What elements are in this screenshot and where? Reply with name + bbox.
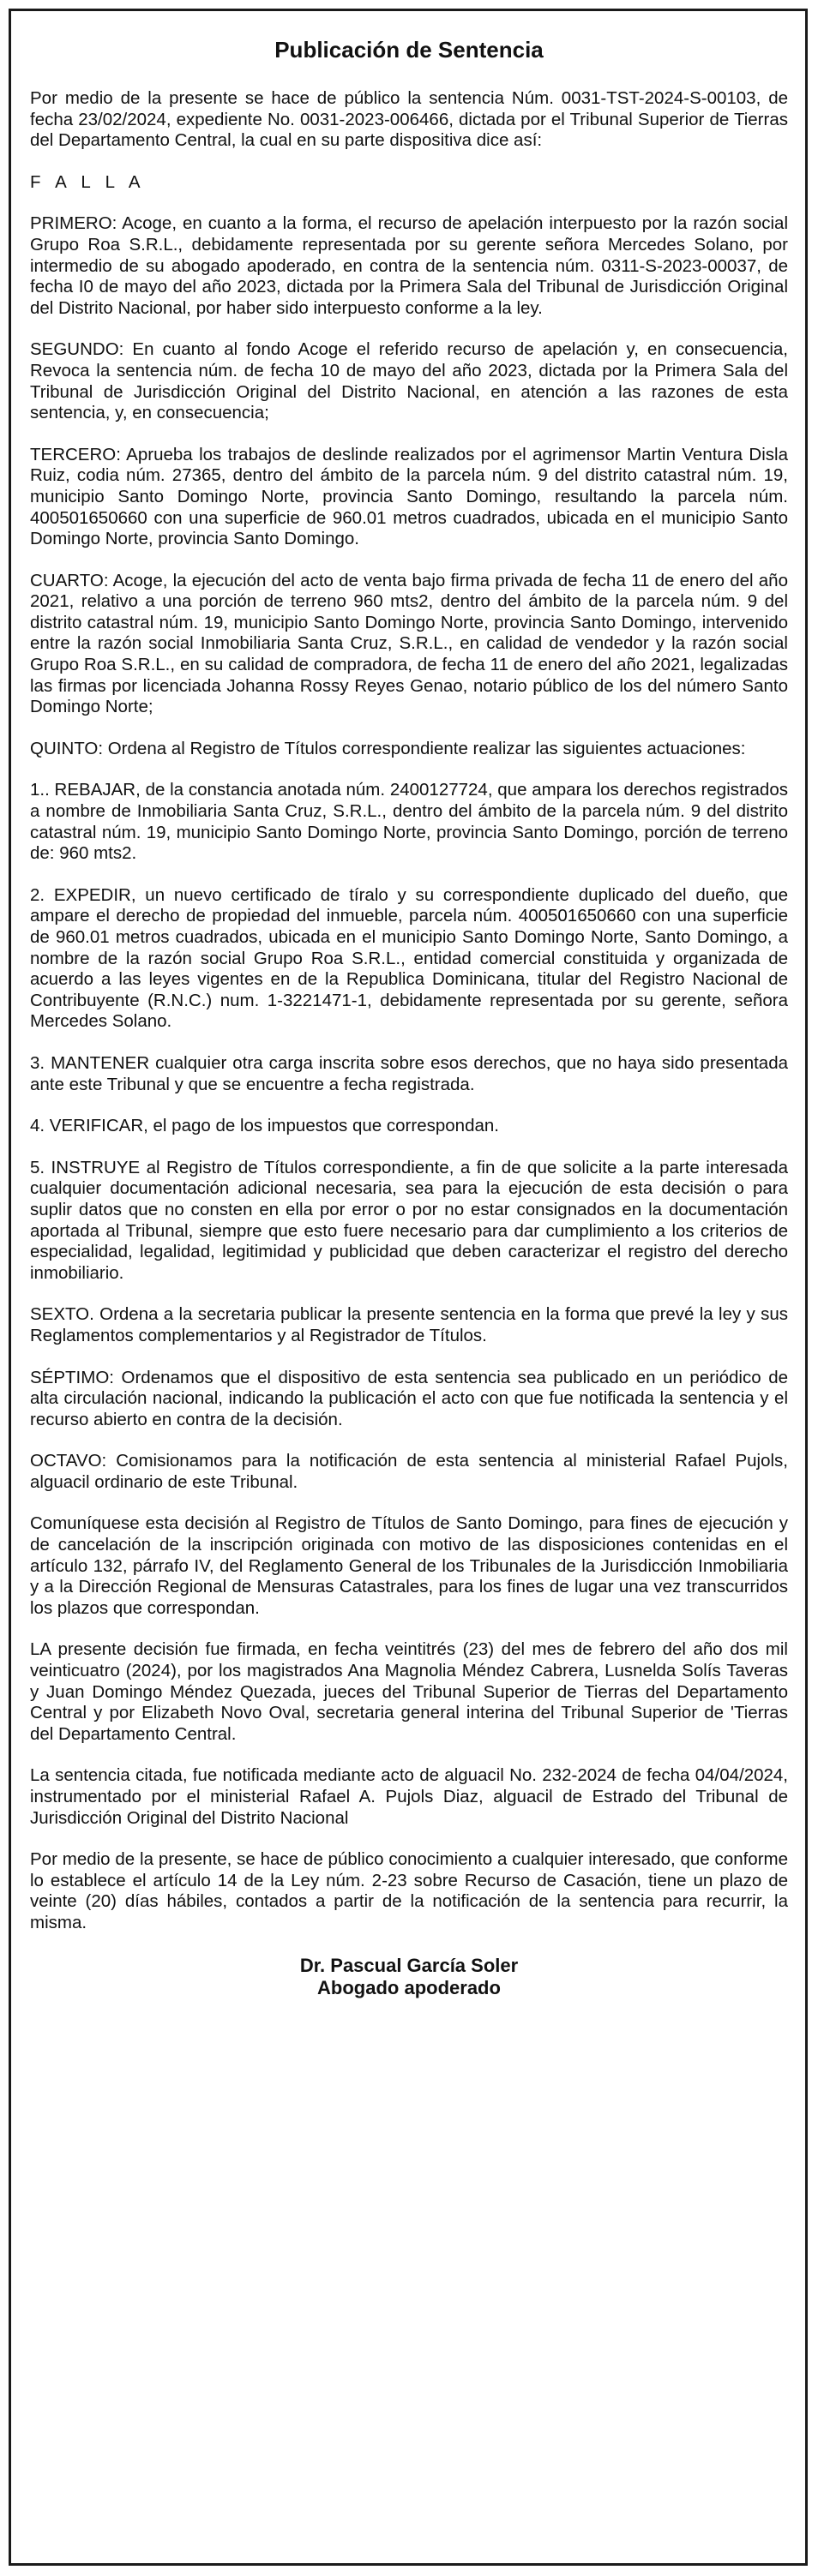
signature-block [30, 1955, 788, 1999]
septimo-paragraph: SÉPTIMO: Ordenamos que el dispositivo de esta sentencia sea publicado en un periódico de alta circulación nacional, indicando la publicación el acto con que fue notificada la sentencia y el recurso abierto en contra de la decisión. [30, 1367, 788, 1429]
verificar-paragraph: 4. VERIFICAR, el pago de los impuestos que correspondan. [30, 1116, 499, 1136]
instruye-paragraph: 5. INSTRUYE al Registro de Títulos correspondiente, a fin de que solicite a la parte interesada cualquier documentación adicional necesaria, sea para la ejecución de esta decisión o para suplir datos que no consten en ella por error o por no estar consignados en la documentación aportada al Tribunal, siempre que esto fuere necesario para dar cumplimiento a los criterios de especialidad, legalidad, legitimidad y publicidad que deben caracterizar el registro del derecho inmobiliario. [30, 1157, 788, 1283]
octavo-paragraph: OCTAVO: Comisionamos para la notificación de esta sentencia al ministerial Rafael Pujols, alguacil ordinario de este Tribunal. [30, 1451, 788, 1492]
intro-paragraph: Por medio de la presente se hace de público la sentencia Núm. 0031-TST-2024-S-00103, de fecha 23/02/2024, expediente No. 0031-2023-006466, dictada por el Tribunal Superior de Tierras del Departamento Central, la cual en su parte dispositiva dice así: [30, 88, 788, 151]
signature-role: Abogado apoderado [317, 1976, 501, 1998]
quinto-paragraph: QUINTO: Ordena al Registro de Títulos correspondiente realizar las siguientes actuaciones: [30, 738, 746, 758]
publication-notice [9, 9, 808, 2566]
cuarto-paragraph: CUARTO: Acoge, la ejecución del acto de venta bajo firma privada de fecha 11 de enero del año 2021, relativo a una porción de terreno 960 mts2, dentro del ámbito de la parcela núm. 9 del distrito catastral núm. 19, municipio Santo Domingo Norte, provincia Santo Domingo, intervenido entre la razón social Inmobiliaria Santa Cruz, S.R.L., en calidad de vendedor y la razón social Grupo Roa S.R.L., en su calidad de compradora, de fecha 11 de enero del año 2021, legalizadas las firmas por licenciada Johanna Rossy Reyes Genao, notario público de los del número Santo Domingo Norte; [30, 570, 788, 717]
segundo-paragraph: SEGUNDO: En cuanto al fondo Acoge el referido recurso de apelación y, en consecuencia, Revoca la sentencia núm. de fecha 10 de mayo del año 2023, dictada por la Primera Sala del Tribunal de Jurisdicción Original del Distrito Nacional, en atención a las razones de esta sentencia, y, en consecuencia; [30, 339, 788, 423]
comuniquese-paragraph: Comuníquese esta decisión al Registro de Títulos de Santo Domingo, para fines de ejecución y de cancelación de la inscripción originada con motivo de las disposiciones contenidas en el artículo 132, párrafo IV, del Reglamento General de los Tribunales de la Jurisdicción Inmobiliaria y a la Dirección Regional de Mensuras Catastrales, para los fines de lugar una vez transcurridos los plazos que correspondan. [30, 1513, 788, 1618]
document-title: Publicación de Sentencia [274, 37, 544, 63]
firma-paragraph: LA presente decisión fue firmada, en fecha veintitrés (23) del mes de febrero del año dos mil veinticuatro (2024), por los magistrados Ana Magnolia Méndez Cabrera, Lusnelda Solís Taveras y Juan Domingo Méndez Quezada, jueces del Tribunal Superior de Tierras del Departamento Central y por Elizabeth Novo Oval, secretaria general interina del Tribunal Superior de 'Tierras del Departamento Central. [30, 1639, 788, 1744]
primero-paragraph: PRIMERO: Acoge, en cuanto a la forma, el recurso de apelación interpuesto por la razón social Grupo Roa S.R.L., debidamente representada por su gerente señora Mercedes Solano, por intermedio de su abogado apoderado, en contra de la sentencia núm. 0311-S-2023-00037, de fecha I0 de mayo del año 2023, dictada por la Primera Sala del Tribunal de Jurisdicción Original del Distrito Nacional, por haber sido interpuesto conforme a la ley. [30, 213, 788, 318]
signature-name: Dr. Pascual García Soler [299, 1954, 519, 1976]
falla-heading: F A L L A [30, 171, 146, 192]
notificacion-paragraph: La sentencia citada, fue notificada mediante acto de alguacil No. 232-2024 de fecha 04/04/2024, instrumentado por el ministerial Rafael A. Pujols Diaz, alguacil de Estrado del Tribunal de Jurisdicción Original del Distrito Nacional [30, 1765, 788, 1828]
plazo-paragraph: Por medio de la presente, se hace de público conocimiento a cualquier interesado, que conforme lo establece el artículo 14 de la Ley núm. 2-23 sobre Recurso de Casación, tiene un plazo de veinte (20) días hábiles, contados a partir de la notificación de la sentencia para recurrir, la misma. [30, 1849, 788, 1932]
tercero-paragraph: TERCERO: Aprueba los trabajos de deslinde realizados por el agrimensor Martin Ventura Disla Ruiz, codia núm. 27365, dentro del ámbito de la parcela núm. 9 del distrito catastral núm. 19, municipio Santo Domingo Norte, provincia Santo Domingo, resultando la parcela núm. 400501650660 con una superficie de 960.01 metros cuadrados, ubicada en el municipio Santo Domingo Norte, provincia Santo Domingo. [30, 444, 788, 549]
sexto-paragraph: SEXTO. Ordena a la secretaria publicar la presente sentencia en la forma que prevé la ley y sus Reglamentos complementarios y al Registrador de Títulos. [30, 1304, 788, 1345]
rebajar-paragraph: 1.. REBAJAR, de la constancia anotada núm. 2400127724, que ampara los derechos registrados a nombre de Inmobiliaria Santa Cruz, S.R.L., dentro del ámbito de la parcela núm. 9 del distrito catastral núm. 19, municipio Santo Domingo Norte, provincia Santo Domingo, porción de terreno de: 960 mts2. [30, 780, 788, 864]
mantener-paragraph: 3. MANTENER cualquier otra carga inscrita sobre esos derechos, que no haya sido presentada ante este Tribunal y que se encuentre a fecha registrada. [30, 1052, 788, 1094]
expedir-paragraph: 2. EXPEDIR, un nuevo certificado de tíralo y su correspondiente duplicado del dueño, que ampare el derecho de propiedad del inmueble, parcela núm. 400501650660 con una superficie de 960.01 metros cuadrados, ubicada en el municipio Santo Domingo Norte, Santo Domingo, a nombre de la razón social Grupo Roa S.R.L., entidad comercial constituida y organizada de acuerdo a las leyes vigentes en de la Republica Dominicana, titular del Registro Nacional de Contribuyente (R.N.C.) num. 1-3221471-1, debidamente representada por su gerente, señora Mercedes Solano. [30, 884, 788, 1032]
